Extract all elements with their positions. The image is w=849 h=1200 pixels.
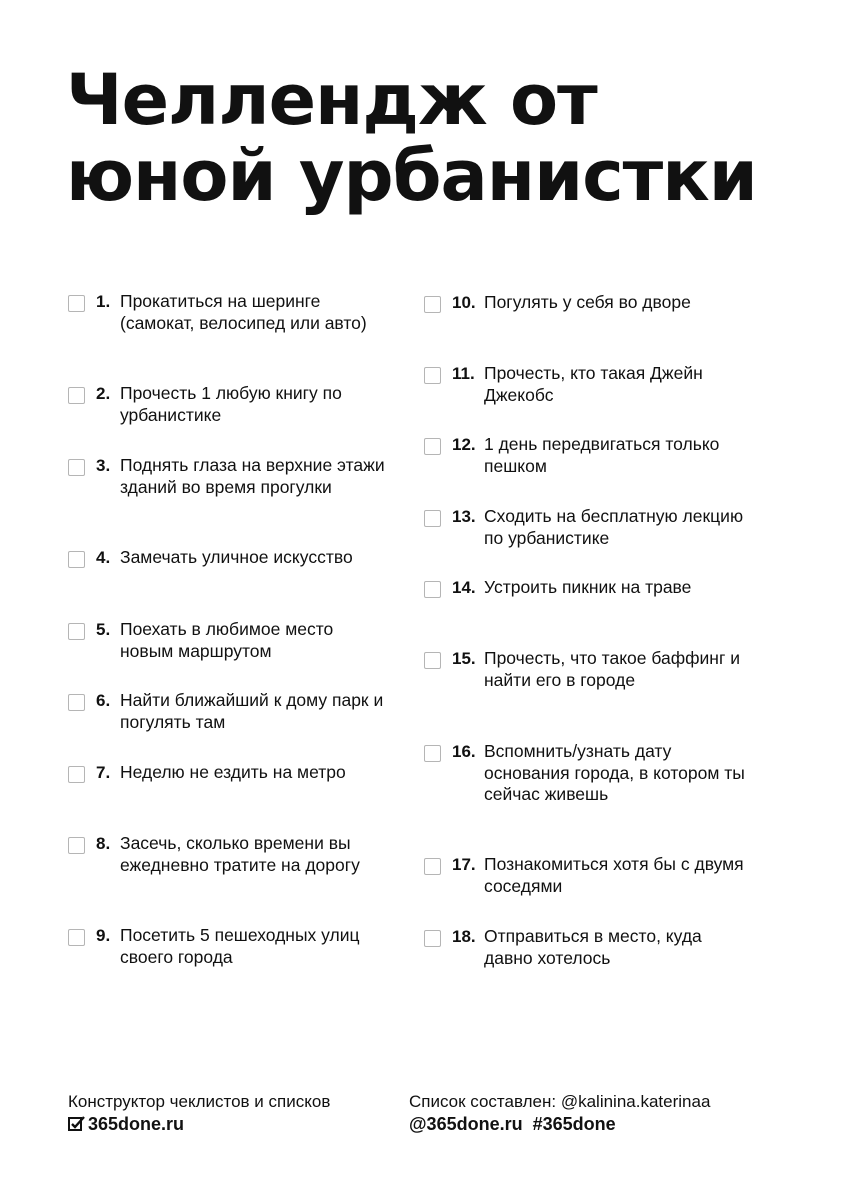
checkmark-icon	[68, 1116, 86, 1132]
checklist-item-10	[424, 292, 764, 314]
checklist-item-9	[68, 925, 408, 968]
item-text: Познакомиться хотя бы с двумя соседями	[484, 854, 744, 896]
item-number: 8.	[96, 834, 111, 853]
checklist-item-1	[68, 291, 408, 334]
checklist-item-18	[424, 926, 764, 969]
item-number: 1.	[96, 292, 111, 311]
checkbox[interactable]	[424, 858, 441, 875]
item-text: Прокатиться на шеринге (самокат, велосипед или авто)	[120, 291, 367, 333]
checkbox[interactable]	[68, 459, 85, 476]
item-number: 6.	[96, 691, 111, 710]
item-text: Прочесть, кто такая Джейн Джекобс	[484, 363, 703, 405]
checklist-item-17	[424, 854, 764, 897]
item-text: Найти ближайший к дому парк и погулять там	[120, 690, 384, 732]
checklist-item-5	[68, 619, 408, 662]
item-number: 2.	[96, 384, 111, 403]
checkbox[interactable]	[68, 623, 85, 640]
item-text: Прочесть, что такое баффинг и найти его в городе	[484, 648, 740, 690]
title-line-2: юной урбанистки	[66, 135, 757, 217]
author-credit: Список составлен: @kalinina.katerinaa	[409, 1092, 711, 1111]
site-link-text: 365done.ru	[88, 1114, 185, 1134]
page-title	[66, 59, 826, 217]
constructor-caption: Конструктор чеклистов и списков	[68, 1092, 331, 1111]
footer-left	[68, 1091, 330, 1135]
item-number: 15.	[452, 649, 476, 668]
checkbox[interactable]	[424, 438, 441, 455]
checkbox[interactable]	[68, 837, 85, 854]
item-number: 12.	[452, 435, 476, 454]
checklist-item-4	[68, 547, 408, 569]
checkbox[interactable]	[424, 367, 441, 384]
checkbox[interactable]	[424, 510, 441, 527]
checklist-item-6	[68, 690, 408, 733]
item-text: Сходить на бесплатную лекцию по урбанистике	[484, 506, 744, 548]
item-text: 1 день передвигаться только пешком	[484, 434, 720, 476]
checkbox[interactable]	[68, 551, 85, 568]
hashtags: @365done.ru #365done	[409, 1114, 616, 1134]
item-text: Поехать в любимое место новым маршрутом	[120, 619, 334, 661]
checklist-item-8	[68, 833, 408, 876]
footer-right	[409, 1091, 710, 1135]
site-link[interactable]	[68, 1113, 330, 1135]
item-number: 10.	[452, 293, 476, 312]
checklist-item-2	[68, 383, 408, 426]
checklist-item-15	[424, 648, 764, 691]
checkbox[interactable]	[68, 295, 85, 312]
checklist-item-11	[424, 363, 764, 406]
checkbox[interactable]	[68, 929, 85, 946]
item-text: Прочесть 1 любую книгу по урбанистике	[120, 383, 342, 425]
checklist-item-12	[424, 434, 764, 477]
item-number: 18.	[452, 927, 476, 946]
checklist-item-16	[424, 741, 764, 806]
item-number: 13.	[452, 507, 476, 526]
checkbox[interactable]	[424, 581, 441, 598]
item-number: 9.	[96, 926, 111, 945]
item-text: Отправиться в место, куда давно хотелось	[484, 926, 702, 968]
checkbox[interactable]	[424, 652, 441, 669]
checkbox[interactable]	[424, 296, 441, 313]
item-text: Посетить 5 пешеходных улиц своего города	[120, 925, 360, 967]
title-line-1: Челлендж от	[66, 59, 597, 141]
item-number: 3.	[96, 456, 111, 475]
checkbox[interactable]	[68, 387, 85, 404]
item-number: 11.	[452, 364, 475, 383]
checklist-item-14	[424, 577, 764, 599]
item-number: 7.	[96, 763, 111, 782]
item-number: 17.	[452, 855, 476, 874]
checkbox[interactable]	[68, 694, 85, 711]
checkbox[interactable]	[68, 766, 85, 783]
item-number: 14.	[452, 578, 476, 597]
item-text: Вспомнить/узнать дату основания города, в котором ты сейчас живешь	[484, 741, 745, 804]
checklist-item-7	[68, 762, 408, 784]
checklist-item-13	[424, 506, 764, 549]
item-number: 4.	[96, 548, 111, 567]
item-text: Замечать уличное искусство	[120, 547, 353, 567]
item-text: Поднять глаза на верхние этажи зданий во время прогулки	[120, 455, 385, 497]
item-text: Погулять у себя во дворе	[484, 292, 691, 312]
item-text: Устроить пикник на траве	[484, 577, 692, 597]
item-number: 5.	[96, 620, 111, 639]
checkbox[interactable]	[424, 745, 441, 762]
checklist-item-3	[68, 455, 408, 498]
item-text: Неделю не ездить на метро	[120, 762, 346, 782]
item-number: 16.	[452, 742, 476, 761]
checkbox[interactable]	[424, 930, 441, 947]
item-text: Засечь, сколько времени вы ежедневно тратите на дорогу	[120, 833, 360, 875]
